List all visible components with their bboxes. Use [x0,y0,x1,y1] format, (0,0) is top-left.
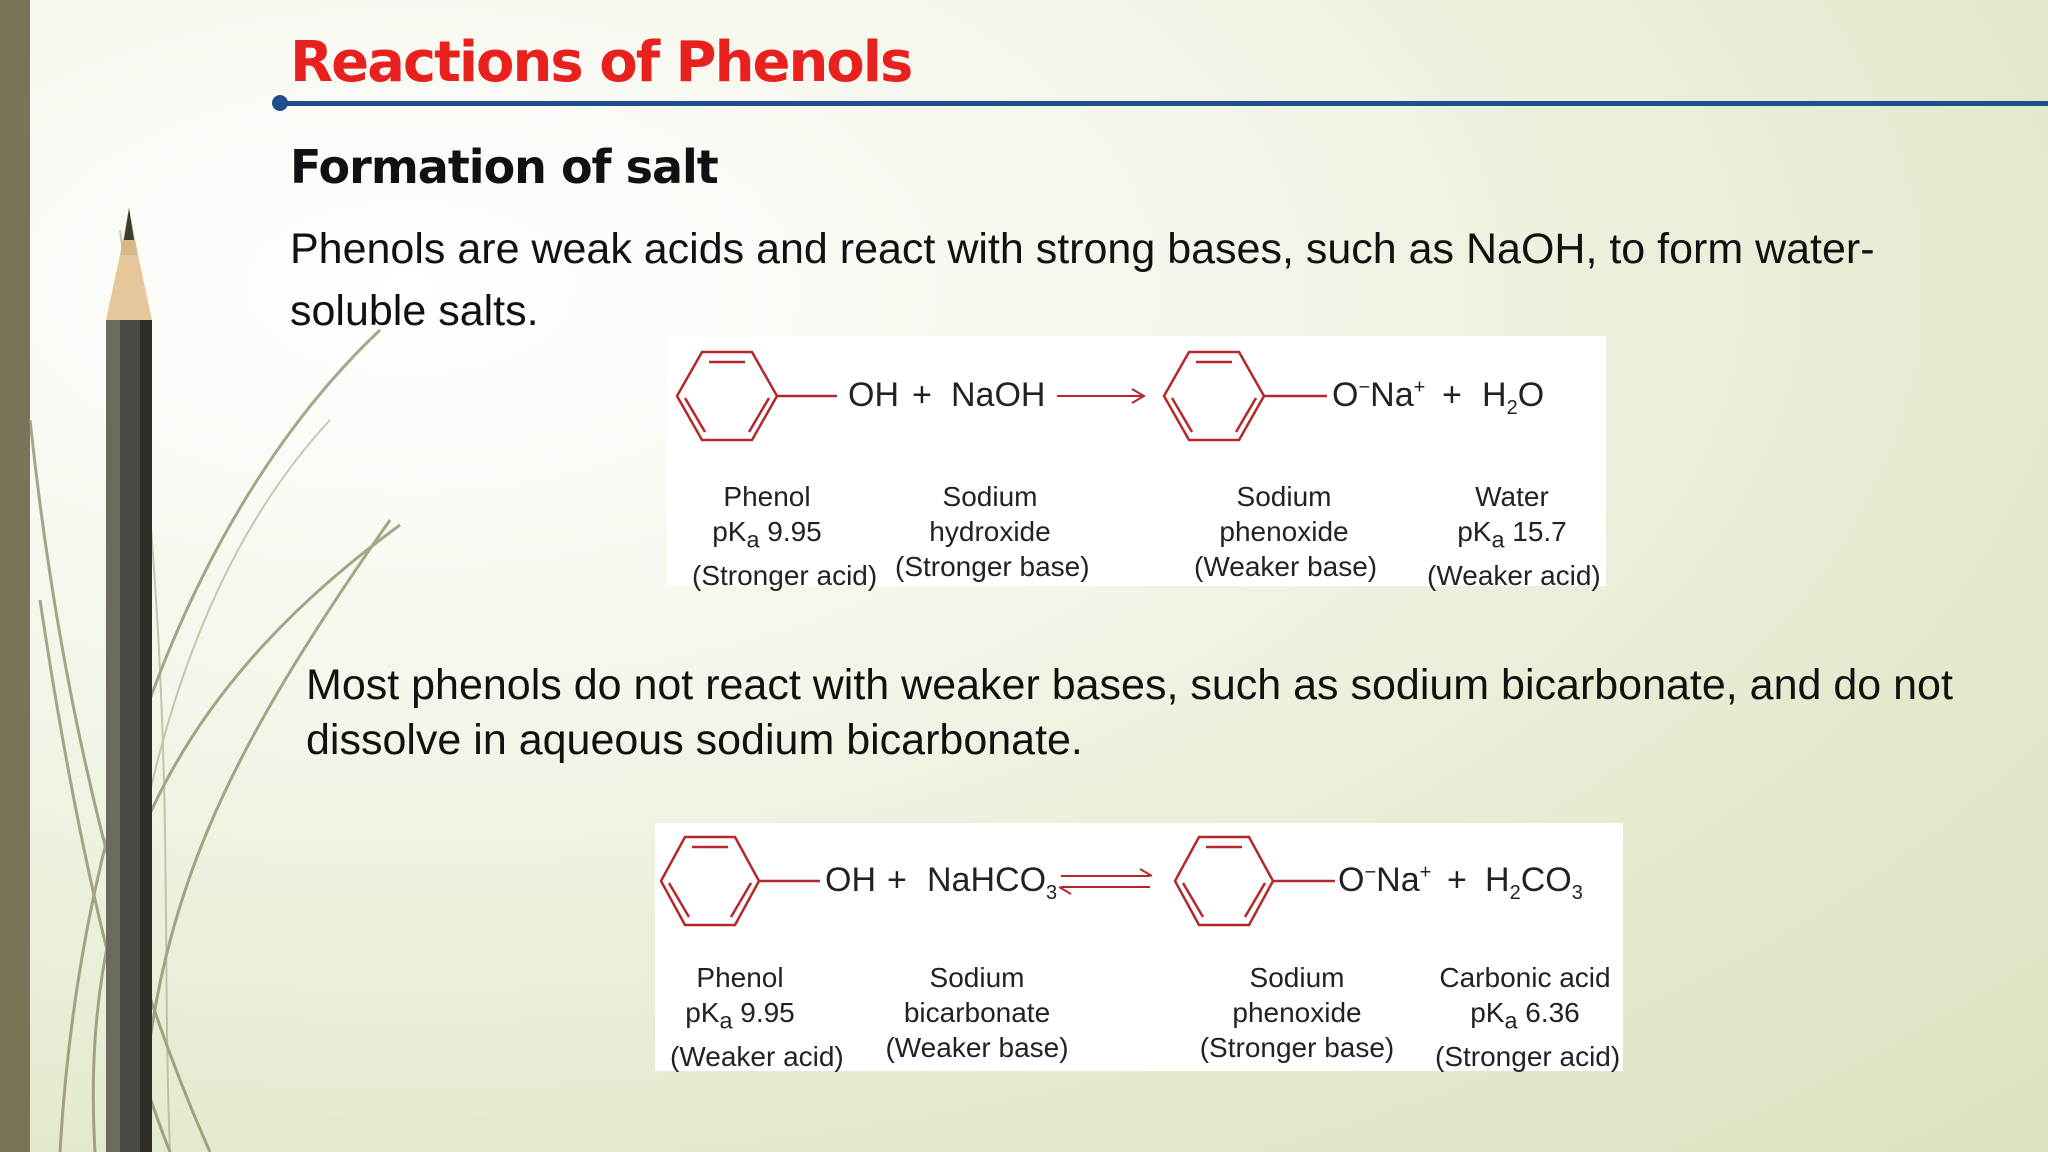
plus-sign: + [912,376,932,414]
equilibrium-arrow-icon [1059,869,1152,894]
reaction-arrow-icon [1057,389,1144,403]
carbonic-acid-formula: $H_2CO_3$ [1485,861,1583,904]
water-formula: $H_2O$ [1482,376,1545,419]
label-water: Water $pK_a$ 15.7 (Weaker acid) [1427,481,1601,591]
reagent-naoh: NaOH [951,376,1046,414]
phenoxide-ion: O−Na+ [1332,376,1426,414]
phenol-ring-icon [677,352,837,440]
label-phenol: Phenol $pK_a$ 9.95 (Stronger acid) [692,481,878,591]
reagent-nahco3: NaHCO$_3$ [927,861,1058,904]
reaction-naoh-figure [667,336,1606,591]
paragraph-weak-bases: Most phenols do not react with weaker bases, such as sodium bicarbonate, and do not dissolve in aqueous sodium bicarbonate. [306,661,1953,764]
phenol-oh-group: OH [825,861,876,899]
plus-sign: + [1447,861,1467,899]
label-sodium-phenoxide: Sodium phenoxide (Stronger base) [1199,962,1395,1063]
plus-sign: + [1442,376,1462,414]
reaction-nahco3-figure [655,823,1623,1071]
label-sodium-hydroxide: Sodium hydroxide (Stronger base) [895,481,1090,582]
paragraph-strong-bases: Phenols are weak acids and react with strong bases, such as NaOH, to form water-soluble salts. [290,225,1875,335]
slide-subtitle: Formation of salt [290,140,718,194]
phenoxide-ion: O−Na+ [1338,861,1432,899]
plus-sign: + [887,861,907,899]
phenol-oh-group: OH [848,376,899,414]
title-underline-rule [282,101,2048,106]
label-sodium-bicarbonate: Sodium bicarbonate (Weaker base) [885,962,1069,1063]
label-phenol: Phenol $pK_a$ 9.95 (Weaker acid) [670,962,844,1072]
phenoxide-ring-icon [1164,352,1327,440]
label-carbonic-acid: Carbonic acid $pK_a$ 6.36 (Stronger acid) [1435,962,1621,1072]
label-sodium-phenoxide: Sodium phenoxide (Weaker base) [1194,481,1378,582]
phenoxide-ring-icon [1175,837,1335,925]
phenol-ring-icon [661,837,820,925]
slide-title: Reactions of Phenols [290,30,912,95]
